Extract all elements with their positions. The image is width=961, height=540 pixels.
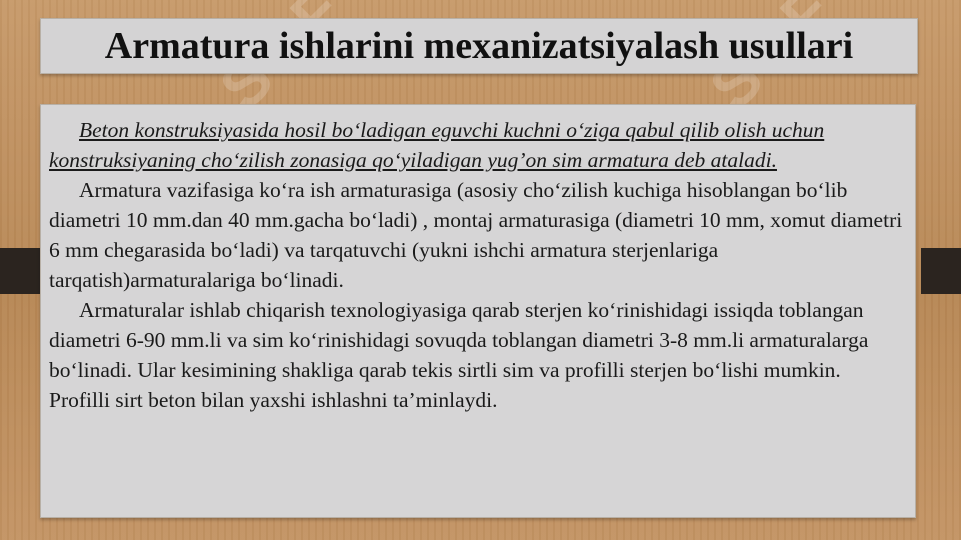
definition-paragraph: Beton konstruksiyasida hosil bo‘ladigan eguvchi kuchni o‘ziga qabul qilib olish uchun konstruksiyaning cho‘zilish zonasiga qo‘yiladigan yug’on sim armatura deb ataladi.	[49, 118, 825, 172]
left-dark-band	[0, 248, 40, 294]
title-banner	[40, 18, 918, 74]
right-dark-band	[921, 248, 961, 294]
body-paragraph: Armatura vazifasiga ko‘ra ish armaturasiga (asosiy cho‘zilish kuchiga hisoblangan bo‘lib diametri 10 mm.dan 40 mm.gacha bo‘ladi) , montaj armaturasiga (diametri 10 mm, xomut diametri 6 mm chegarasida bo‘ladi) va tarqatuvchi (yukni ishchi armatura sterjenlariga tarqatish)armaturalariga bo‘linadi.	[49, 178, 903, 292]
slide-title: Armatura ishlarini mexanizatsiyalash usullari	[104, 25, 854, 67]
content-panel	[40, 104, 916, 518]
body-paragraph: Armaturalar ishlab chiqarish texnologiyasiga qarab sterjen ko‘rinishidagi issiqda toblangan diametri 6-90 mm.li va sim ko‘rinishidagi sovuqda toblangan diametri 3-8 mm.li armaturalarga bo‘linadi. Ular kesimining shakliga qarab tekis sirtli sim va profilli sterjen bo‘lishi mumkin. Profilli sirt beton bilan yaxshi ishlashni ta’minlaydi.	[49, 298, 869, 412]
